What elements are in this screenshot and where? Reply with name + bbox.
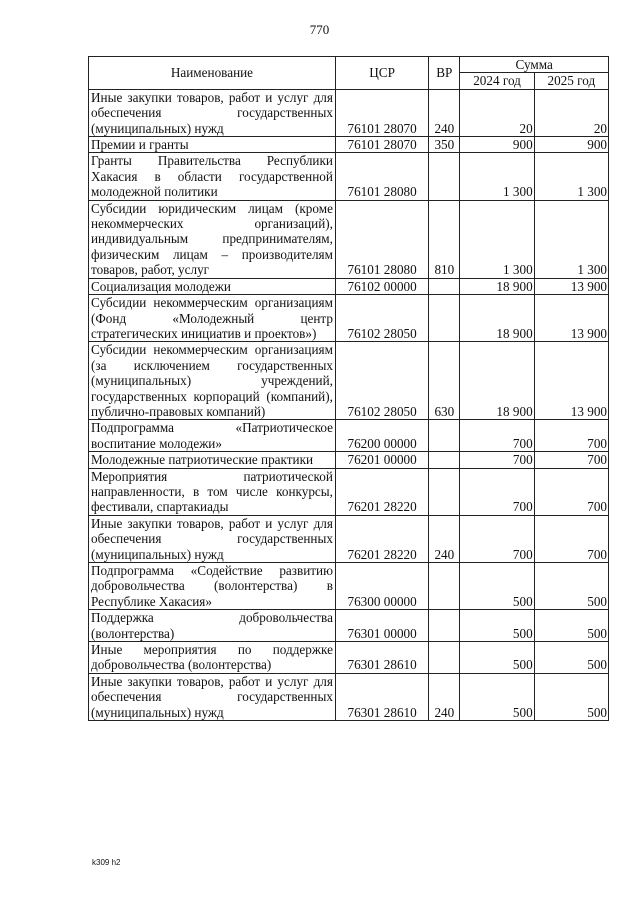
table-row [89,515,609,562]
row-sum-2024: 20 [460,89,534,136]
header-year-2025: 2025 год [534,73,608,89]
row-csr-code: 76102 28050 [335,342,428,420]
row-sum-2025: 700 [534,468,608,515]
row-name: Подпрограмма «Содействие развитию добровольчества (волонтерства) в Республике Хакасия» [89,563,336,610]
row-sum-2024: 18 900 [460,278,534,294]
row-sum-2025: 1 300 [534,153,608,200]
row-vr-code [429,642,460,674]
row-csr-code: 76201 00000 [335,452,428,468]
row-sum-2024: 1 300 [460,200,534,278]
row-name: Мероприятия патриотической направленности, в том числе конкурсы, фестивали, спартакиады [89,468,336,515]
row-csr-code: 76301 00000 [335,610,428,642]
header-sum: Сумма [460,57,609,73]
table-row [89,200,609,278]
row-csr-code: 76201 28220 [335,515,428,562]
row-csr-code: 76301 28610 [335,673,428,720]
row-vr-code [429,278,460,294]
row-name: Иные закупки товаров, работ и услуг для обеспечения государственных (муниципальных) нужд [89,515,336,562]
row-name: Премии и гранты [89,137,336,153]
row-sum-2025: 13 900 [534,278,608,294]
row-name: Субсидии некоммерческим организациям (за исключением государственных (муниципальных) учреждений, государственных корпораций (компаний), публично-правовых компаний) [89,342,336,420]
row-sum-2024: 900 [460,137,534,153]
table-row [89,452,609,468]
row-sum-2025: 20 [534,89,608,136]
row-sum-2024: 18 900 [460,342,534,420]
row-sum-2024: 700 [460,468,534,515]
row-csr-code: 76200 00000 [335,420,428,452]
row-vr-code: 810 [429,200,460,278]
row-vr-code: 240 [429,515,460,562]
row-csr-code: 76102 28050 [335,295,428,342]
row-sum-2024: 500 [460,610,534,642]
row-sum-2025: 500 [534,610,608,642]
budget-table [88,56,609,721]
table-row [89,89,609,136]
row-csr-code: 76101 28080 [335,200,428,278]
row-sum-2025: 13 900 [534,342,608,420]
row-vr-code: 240 [429,89,460,136]
header-csr: ЦСР [335,57,428,90]
row-vr-code [429,420,460,452]
header-year-2024: 2024 год [460,73,534,89]
table-row [89,342,609,420]
table-row [89,468,609,515]
row-sum-2024: 1 300 [460,153,534,200]
row-csr-code: 76101 28070 [335,89,428,136]
row-csr-code: 76300 00000 [335,563,428,610]
row-vr-code [429,610,460,642]
row-sum-2025: 900 [534,137,608,153]
row-vr-code [429,295,460,342]
row-vr-code [429,452,460,468]
row-vr-code [429,468,460,515]
row-vr-code: 350 [429,137,460,153]
table-row [89,642,609,674]
row-sum-2025: 500 [534,673,608,720]
row-sum-2024: 700 [460,452,534,468]
row-name: Иные закупки товаров, работ и услуг для обеспечения государственных (муниципальных) нужд [89,89,336,136]
row-csr-code: 76301 28610 [335,642,428,674]
table-row [89,673,609,720]
table-row [89,153,609,200]
row-name: Иные мероприятия по поддержке добровольчества (волонтерства) [89,642,336,674]
footer-code: k309 h2 [92,858,121,867]
row-sum-2024: 500 [460,673,534,720]
row-vr-code: 240 [429,673,460,720]
row-name: Иные закупки товаров, работ и услуг для обеспечения государственных (муниципальных) нужд [89,673,336,720]
row-sum-2024: 500 [460,563,534,610]
table-row [89,295,609,342]
row-csr-code: 76101 28070 [335,137,428,153]
row-name: Субсидии юридическим лицам (кроме некоммерческих организаций), индивидуальным предпринимателям, физическим лицам – производителям товаров, работ, услуг [89,200,336,278]
row-name: Молодежные патриотические практики [89,452,336,468]
row-sum-2025: 700 [534,420,608,452]
header-name: Наименование [89,57,336,90]
row-sum-2025: 700 [534,452,608,468]
row-sum-2025: 500 [534,642,608,674]
row-sum-2024: 18 900 [460,295,534,342]
page-number: 770 [309,22,330,37]
row-sum-2025: 13 900 [534,295,608,342]
row-vr-code [429,153,460,200]
row-name: Субсидии некоммерческим организациям (Фонд «Молодежный центр стратегических инициатив и проектов») [89,295,336,342]
row-sum-2025: 1 300 [534,200,608,278]
row-vr-code [429,563,460,610]
row-name: Социализация молодежи [89,278,336,294]
row-name: Поддержка добровольчества (волонтерства) [89,610,336,642]
row-sum-2025: 700 [534,515,608,562]
row-csr-code: 76102 00000 [335,278,428,294]
row-sum-2024: 500 [460,642,534,674]
row-name: Подпрограмма «Патриотическое воспитание молодежи» [89,420,336,452]
table-row [89,610,609,642]
table-row [89,420,609,452]
row-name: Гранты Правительства Республики Хакасия в области государственной молодежной политики [89,153,336,200]
header-vr: ВР [429,57,460,90]
row-csr-code: 76101 28080 [335,153,428,200]
row-vr-code: 630 [429,342,460,420]
table-row [89,137,609,153]
table-header [89,57,609,90]
row-csr-code: 76201 28220 [335,468,428,515]
table-body [89,89,609,720]
row-sum-2024: 700 [460,515,534,562]
row-sum-2024: 700 [460,420,534,452]
table-row [89,278,609,294]
row-sum-2025: 500 [534,563,608,610]
table-row [89,563,609,610]
